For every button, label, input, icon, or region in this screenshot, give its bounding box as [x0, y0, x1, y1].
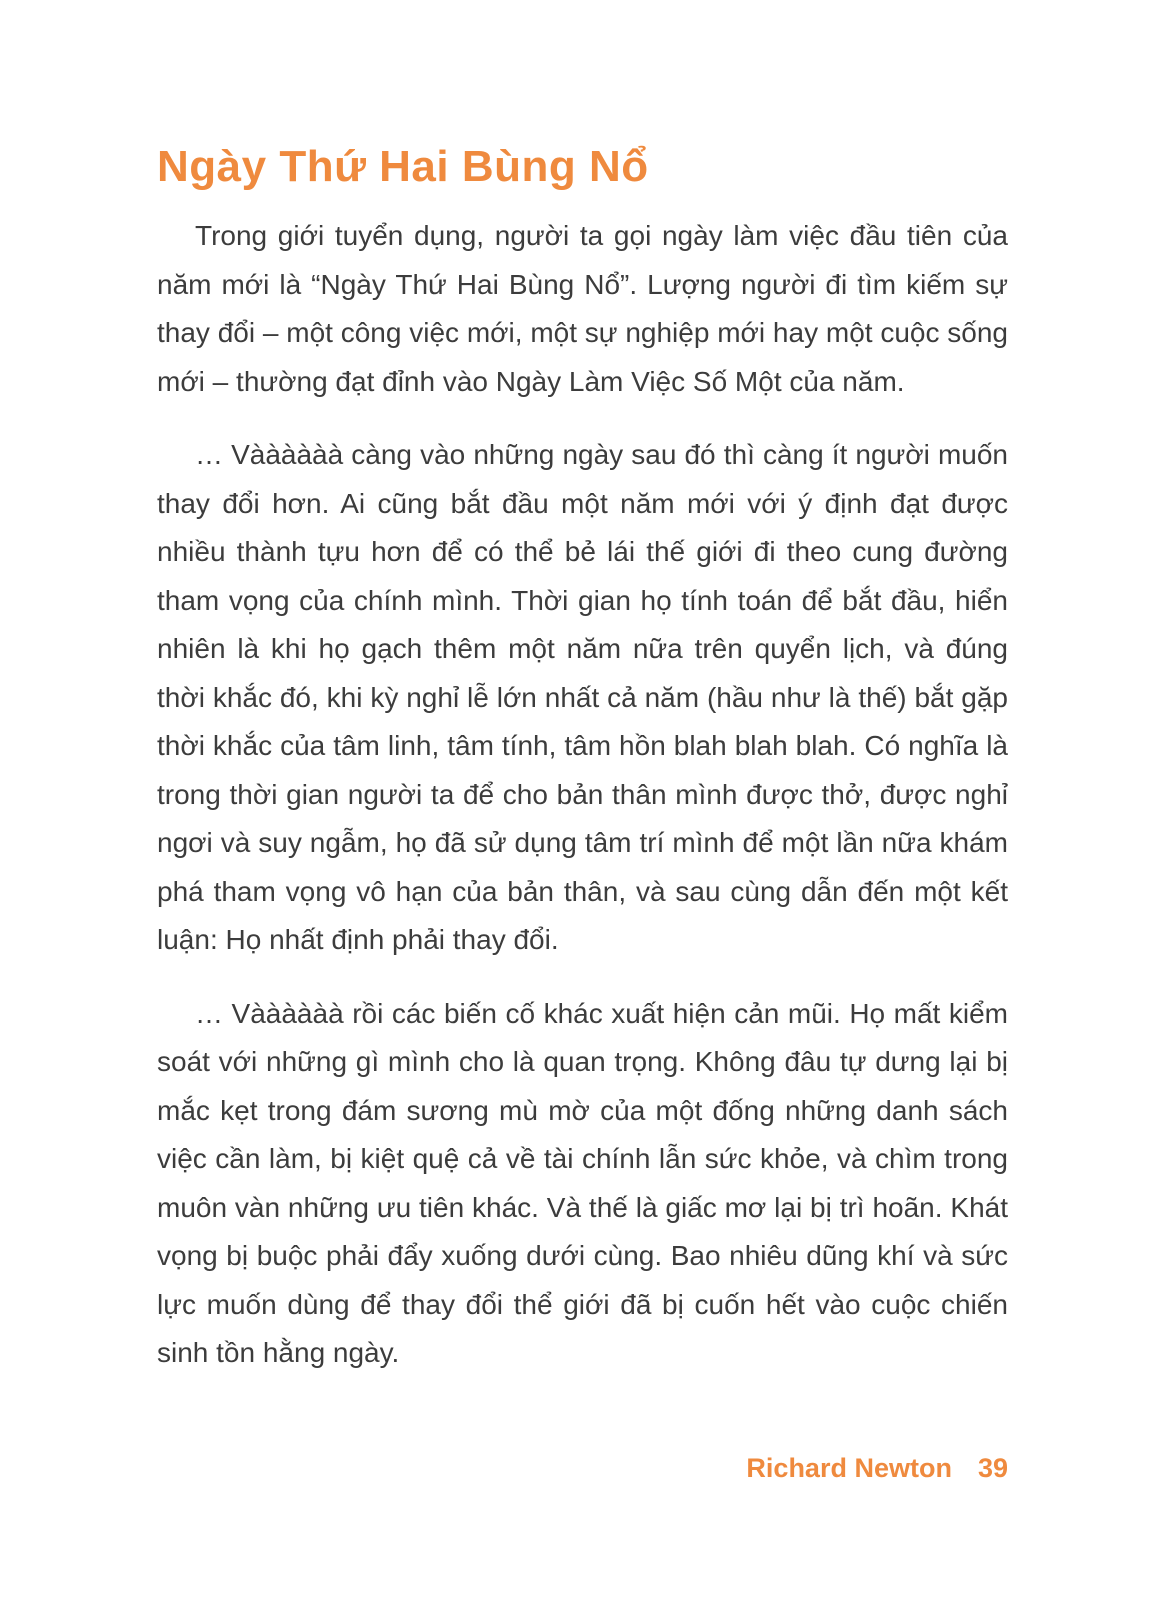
text-line: thay đổi – một công việc mới, một sự nghiệp mới hay một cuộc sống — [157, 317, 1008, 348]
text-line: ngơi và suy ngẫm, họ đã sử dụng tâm trí mình để một lần nữa khám — [157, 827, 1008, 858]
text-line: … Vàààààà càng vào những ngày sau đó thì càng ít người muốn — [195, 439, 1008, 470]
paragraph — [157, 431, 1008, 965]
paragraph — [157, 212, 1008, 406]
text-line: phá tham vọng vô hạn của bản thân, và sau cùng dẫn đến một kết — [157, 875, 1008, 907]
text-line: việc cần làm, bị kiệt quệ cả về tài chính lẫn sức khỏe, và chìm trong — [157, 1143, 1008, 1174]
text-line: năm mới là “Ngày Thứ Hai Bùng Nổ”. Lượng người đi tìm kiếm sự — [157, 268, 1008, 300]
footer-author: Richard Newton — [746, 1453, 952, 1483]
text-line: … Vàààààà rồi các biến cố khác xuất hiện cản mũi. Họ mất kiểm — [195, 997, 1008, 1029]
text-line: Trong giới tuyển dụng, người ta gọi ngày làm việc đầu tiên của — [195, 220, 1008, 251]
text-line: tham vọng của chính mình. Thời gian họ tính toán để bắt đầu, hiển — [157, 584, 1008, 616]
paragraph — [157, 990, 1008, 1378]
text-line: nhiên là khi họ gạch thêm một năm nữa trên quyển lịch, và đúng — [157, 633, 1008, 664]
text-line: vọng bị buộc phải đẩy xuống dưới cùng. Bao nhiêu dũng khí và sức — [157, 1240, 1008, 1271]
text-line: sinh tồn hằng ngày. — [157, 1337, 400, 1368]
text-line: mới – thường đạt đỉnh vào Ngày Làm Việc Số Một của năm. — [157, 365, 905, 397]
text-line: mắc kẹt trong đám sương mù mờ của một đống những danh sách — [157, 1094, 1008, 1126]
page-title: Ngày Thứ Hai Bùng Nổ — [157, 142, 649, 191]
text-line: luận: Họ nhất định phải thay đổi. — [157, 924, 559, 955]
text-line: thời khắc đó, khi kỳ nghỉ lễ lớn nhất cả năm (hầu như là thế) bắt gặp — [157, 681, 1008, 713]
page-footer — [157, 1453, 1008, 1484]
text-line: thời khắc của tâm linh, tâm tính, tâm hồn blah blah blah. Có nghĩa là — [157, 730, 1008, 761]
text-line: nhiều thành tựu hơn để có thể bẻ lái thế giới đi theo cung đường — [157, 536, 1008, 567]
text-line: thay đổi hơn. Ai cũng bắt đầu một năm mới với ý định đạt được — [157, 487, 1008, 519]
text-line: soát với những gì mình cho là quan trọng. Không đâu tự dưng lại bị — [157, 1046, 1008, 1077]
text-line: trong thời gian người ta để cho bản thân mình được thở, được nghỉ — [157, 778, 1008, 810]
text-line: lực muốn dùng để thay đổi thể giới đã bị cuốn hết vào cuộc chiến — [157, 1288, 1008, 1320]
text-line: muôn vàn những ưu tiên khác. Và thế là giấc mơ lại bị trì hoãn. Khát — [157, 1191, 1008, 1223]
body-text — [157, 212, 1008, 1378]
page-number: 39 — [977, 1453, 1008, 1483]
